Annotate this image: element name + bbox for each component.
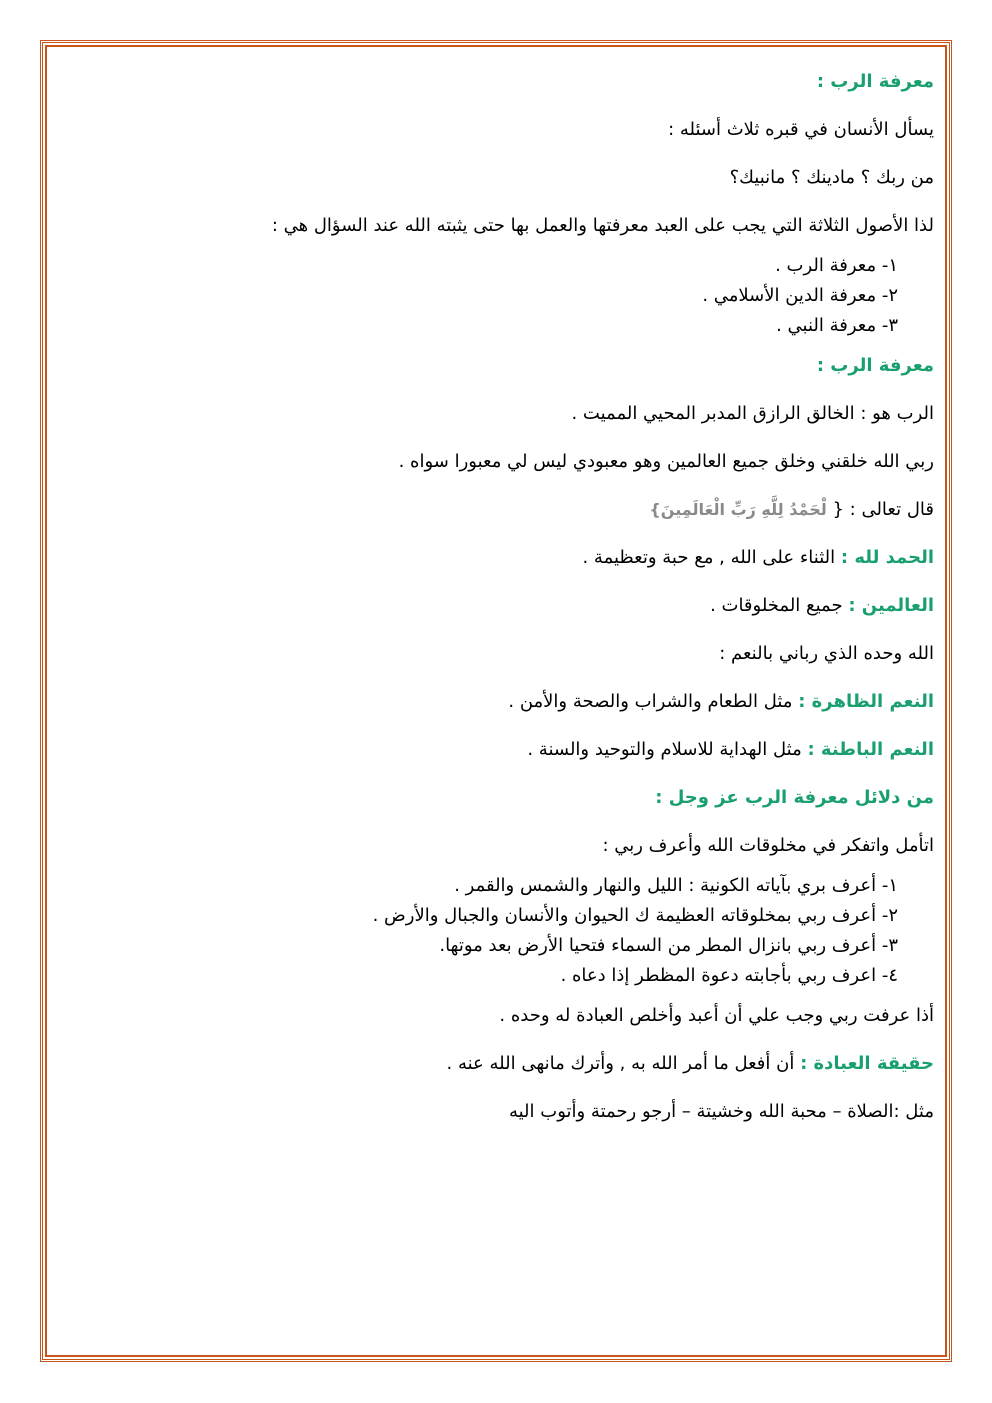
list-item: ٣- أعرف ربي بانزال المطر من السماء فتحيا الأرض بعد موتها. [439, 935, 898, 956]
qala-suffix: } [649, 500, 661, 519]
list-item: ٢- معرفة الدين الأسلامي . [702, 285, 898, 306]
list-item: ٣- معرفة النبي . [776, 315, 898, 336]
usul-list [54, 254, 934, 338]
hamd-line [54, 546, 934, 570]
list-item: ٢- أعرف ربي بمخلوقاته العظيمة ك الحيوان والأنسان والجبال والأرض . [372, 905, 898, 926]
batina-line [54, 738, 934, 762]
batina-definition: مثل الهداية للاسلام والتوحيد والسنة . [527, 739, 802, 760]
quran-verse: لْحَمْدُ لِلَّهِ رَبِّ الْعَالَمِينَ [660, 500, 827, 519]
rabb-heading: معرفة الرب : [816, 355, 934, 376]
list-item: ١- أعرف بري بآياته الكونية : الليل والنهار والشمس والقمر . [454, 875, 898, 896]
arafat-line: أذا عرفت ربي وجب علي أن أعبد وأخلص العبادة له وحده . [499, 1005, 934, 1026]
zahira-term: النعم الظاهرة : [798, 691, 934, 712]
alamin-line [54, 594, 934, 618]
dalail-heading: من دلائل معرفة الرب عز وجل : [655, 787, 934, 808]
rabb-definition: الرب هو : الخالق الرازق المدبر المحيي المميت . [571, 403, 934, 424]
quran-quote-line [54, 498, 934, 522]
list-item: ١- معرفة الرب . [775, 255, 898, 276]
alamin-definition: جميع المخلوقات . [710, 595, 843, 616]
ibada-line [54, 1052, 934, 1076]
ibada-term: حقيقة العبادة : [800, 1053, 934, 1074]
rabb-line-2: ربي الله خلقني وخلق جميع العالمين وهو معبودي ليس لي معبورا سواه . [398, 451, 934, 472]
zahira-definition: مثل الطعام والشراب والصحة والأمن . [508, 691, 793, 712]
ibada-definition: أن أفعل ما أمر الله به , وأترك مانهى الله عنه . [446, 1053, 795, 1074]
batina-term: النعم الباطنة : [807, 739, 934, 760]
document-body [54, 70, 934, 1148]
intro-line-2: من ربك ؟ مادينك ؟ مانبيك؟ [729, 167, 934, 188]
intro-line-3: لذا الأصول الثلاثة التي يجب على العبد معرفتها والعمل بها حتى يثبته الله عند السؤال هي : [271, 215, 934, 236]
hamd-definition: الثناء على الله , مع حبة وتعظيمة . [582, 547, 836, 568]
taammul-line: اتأمل واتفكر في مخلوقات الله وأعرف ربي : [602, 835, 934, 856]
zahira-line [54, 690, 934, 714]
list-item: ٤- اعرف ربي بأجابته دعوة المظطر إذا دعاه . [560, 965, 898, 986]
hamd-term: الحمد لله : [840, 547, 934, 568]
niam-line: الله وحده الذي رباني بالنعم : [719, 643, 934, 664]
intro-heading: معرفة الرب : [816, 71, 934, 92]
mithal-line: مثل :الصلاة – محبة الله وخشيتة – أرجو رحمتة وأتوب اليه [508, 1101, 934, 1122]
qala-prefix: قال تعالى : { [832, 499, 934, 520]
dalail-list [54, 874, 934, 988]
alamin-term: العالمين : [848, 595, 934, 616]
intro-line-1: يسأل الأنسان في قبره ثلاث أسئله : [668, 119, 934, 140]
